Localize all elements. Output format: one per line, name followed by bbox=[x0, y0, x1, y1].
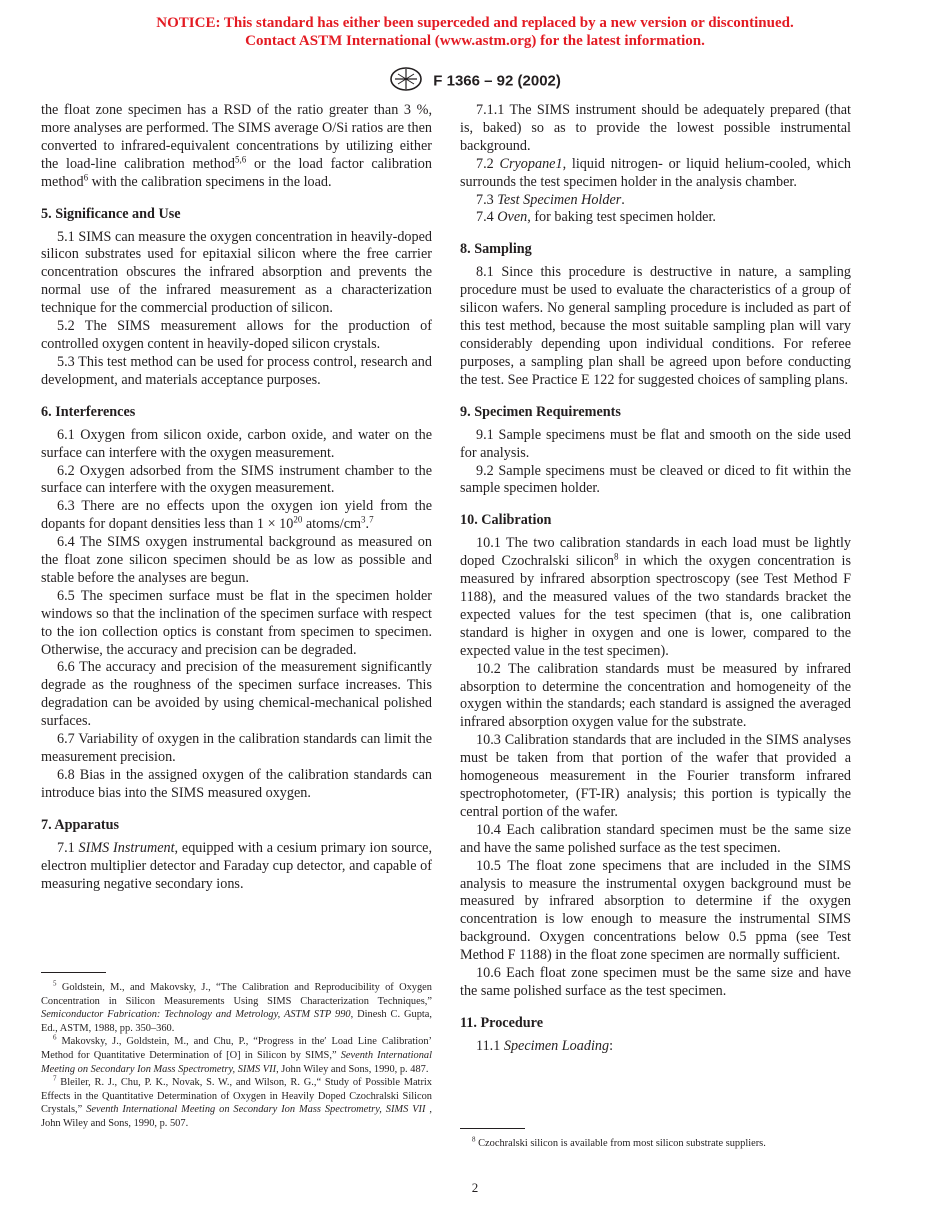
para-10-5: 10.5 The float zone specimens that are included in the SIMS analysis to measure the instrumental oxygen background must be measured by infrared absorption to determine if the oxygen concentration is low enough to measure the instrumental SIMS background. Oxygen concentrations below 0.5 ppma (see Test Method F 1188) in the float zone specimen are normally sufficient. bbox=[460, 857, 851, 964]
standard-designation: F 1366 – 92 (2002) bbox=[433, 72, 561, 90]
para-6-2: 6.2 Oxygen adsorbed from the SIMS instrument chamber to the surface can interfere with the oxygen measurement. bbox=[41, 462, 432, 497]
para-5-1: 5.1 SIMS can measure the oxygen concentration in heavily-doped silicon substrates used for epitaxial silicon where the free carrier concentration obscures the infrared absorption and prevents the normal use of the infrared measurement as a characterization technique for the commercial production of silicon. bbox=[41, 228, 432, 317]
footnote-divider bbox=[41, 972, 106, 973]
para-6-8: 6.8 Bias in the assigned oxygen of the calibration standards can introduce bias into the SIMS measured oxygen. bbox=[41, 766, 432, 801]
para-7-2: 7.2 Cryopane1, liquid nitrogen- or liquid helium-cooled, which surrounds the test specimen holder in the analysis chamber. bbox=[460, 155, 851, 190]
notice-line-1: NOTICE: This standard has either been superceded and replaced by a new version or discontinued. bbox=[156, 15, 794, 31]
page-number: 2 bbox=[471, 1180, 479, 1195]
footnote-8: $^8$ Czochralski silicon is available from most silicon substrate suppliers. bbox=[472, 1135, 766, 1149]
para-6-1: 6.1 Oxygen from silicon oxide, carbon oxide, and water on the surface can interfere with the oxygen measurement. bbox=[41, 426, 432, 461]
para-6-3: 6.3 There are no effects upon the oxygen ion yield from the dopants for dopant densities less than $1 \times 10^{20}$ atoms/$cm^3.^7$ bbox=[41, 498, 432, 533]
section-11-heading: 11. Procedure bbox=[460, 1014, 544, 1031]
para-6-4: 6.4 The SIMS oxygen instrumental background as measured on the float zone silicon specimen should be as low as possible and stable before the analyses are begun. bbox=[41, 534, 432, 586]
right-column bbox=[460, 102, 851, 1056]
astm-logo-icon bbox=[389, 66, 423, 96]
para-6-5: 6.5 The specimen surface must be flat in the specimen holder windows so that the inclination of the specimen surface with respect to the ion collection optics is constant from specimen to specimen. Otherwise, the accuracy and precision can be degraded. bbox=[41, 587, 432, 658]
para-10-4: 10.4 Each calibration standard specimen must be the same size and have the same polished surface as the test specimen. bbox=[460, 821, 851, 856]
para-10-6: 10.6 Each float zone specimen must be the same size and have the same polished surface as the test specimen. bbox=[460, 965, 851, 999]
intro-paragraph: the float zone specimen has a RSD of the ratio greater than 3 %, more analyses are performed. The SIMS average O/Si ratios are then converted to infrared-equivalent concentrations by utilizing either the load-line calibration method$^{5,6}$ or the load factor calibration method$^6$ with the calibration specimens in the load. bbox=[41, 102, 432, 190]
para-7-1: 7.1 SIMS Instrument, equipped with a cesium primary ion source, electron multiplier detector and Faraday cup detector, and capable of measuring negative secondary ions. bbox=[41, 839, 432, 892]
supersession-notice bbox=[0, 14, 950, 50]
para-6-6: 6.6 The accuracy and precision of the measurement significantly degrade as the roughness of the specimen surface increases. This degradation can be avoided by using chemical-mechanical polished surfaces. bbox=[41, 659, 432, 730]
section-10-heading: 10. Calibration bbox=[460, 512, 552, 529]
para-9-1: 9.1 Sample specimens must be flat and smooth on the side used for analysis. bbox=[460, 426, 851, 461]
section-9-heading: 9. Specimen Requirements bbox=[460, 403, 621, 420]
para-9-2: 9.2 Sample specimens must be cleaved or diced to fit within the sample specimen holder. bbox=[460, 462, 851, 497]
para-10-2: 10.2 The calibration standards must be measured by infrared absorption to determine the concentration and homogeneity of the oxygen within the standards; each standard is assigned the averaged infrared absorption oxygen value for the substrate. bbox=[460, 660, 851, 731]
para-7-3: 7.3 Test Specimen Holder. bbox=[476, 191, 625, 208]
para-11-1: 11.1 Specimen Loading: bbox=[476, 1037, 614, 1054]
para-5-2: 5.2 The SIMS measurement allows for the production of controlled oxygen content in heavily-doped silicon crystals. bbox=[41, 318, 432, 352]
para-5-3: 5.3 This test method can be used for process control, research and development, and materials acceptance purposes. bbox=[41, 353, 432, 388]
para-7-4: 7.4 Oven, for baking test specimen holder. bbox=[476, 209, 716, 226]
page-header bbox=[0, 66, 950, 96]
footnote-divider-right bbox=[460, 1128, 525, 1129]
left-column bbox=[41, 102, 432, 893]
footnote-6: $^6$ Makovsky, J., Goldstein, M., and Chu, P., “Progress in the′ Load Line Calibration’ Method for Quantitative Determination of [O] in Silicon by SIMS,” Seventh International Meeting on Secondary Ion Mass Spectrometry, SIMS VII, John Wiley and Sons, 1990, p. 487. bbox=[41, 1033, 432, 1075]
section-5-heading: 5. Significance and Use bbox=[41, 205, 181, 222]
para-10-1: 10.1 The two calibration standards in each load must be lightly doped Czochralski silicon$^8$ in which the oxygen concentration is measured by infrared absorption spectroscopy (see Test Method F 1188), and the measured values of the two standards bracket the expected values for the test specimen (that is, one calibration standard is higher in oxygen and one is lower, compared to the expected value in the test specimen). bbox=[460, 535, 851, 659]
footnote-5: $^5$ Goldstein, M., and Makovsky, J., “The Calibration and Reproducibility of Oxygen Concentration in Silicon Measurements Using SIMS Characterization Techniques,” Semiconductor Fabrication: Technology and Metrology, ASTM STP 990, Dinesh C. Gupta, Ed., ASTM, 1988, pp. 350–360. bbox=[41, 979, 432, 1034]
para-6-7: 6.7 Variability of oxygen in the calibration standards can limit the measurement precision. bbox=[41, 731, 432, 765]
notice-line-2: Contact ASTM International (www.astm.org) for the latest information. bbox=[245, 33, 705, 49]
right-footnotes bbox=[460, 1128, 851, 1151]
footnote-7: $^7$ Bleiler, R. J., Chu, P. K., Novak, S. W., and Wilson, R. G.,“ Study of Possible Matrix Effects in the Quantitative Determination of Oxygen in Heavily Doped Czochralski Silicon Crystals,” Seventh International Meeting on Secondary Ion Mass Spectrometry, SIMS VII , John Wiley and Sons, 1990, p. 507. bbox=[41, 1074, 432, 1129]
left-footnotes bbox=[41, 972, 432, 1131]
para-10-3: 10.3 Calibration standards that are included in the SIMS analyses must be taken from that portion of the wafer that provided a homogeneous measurement in the Fourier transform infrared spectrophotometer, (FT-IR) analysis; this portion is typically the central portion of the wafer. bbox=[460, 732, 851, 820]
section-8-heading: 8. Sampling bbox=[460, 241, 532, 258]
para-8-1: 8.1 Since this procedure is destructive in nature, a sampling procedure must be used to evaluate the characteristics of a group of silicon wafers. No general sampling procedure is included as part of this test method, because the most suitable sampling plan will vary considerably depending upon individual conditions. For referee purposes, a sampling plan shall be agreed upon before conducting the test. See Practice E 122 for suggested choices of sampling plans. bbox=[460, 264, 851, 388]
section-7-heading: 7. Apparatus bbox=[41, 816, 120, 833]
para-7-1-1: 7.1.1 The SIMS instrument should be adequately prepared (that is, baked) so as to provide the lowest possible instrumental background. bbox=[460, 102, 851, 154]
section-6-heading: 6. Interferences bbox=[41, 403, 136, 420]
